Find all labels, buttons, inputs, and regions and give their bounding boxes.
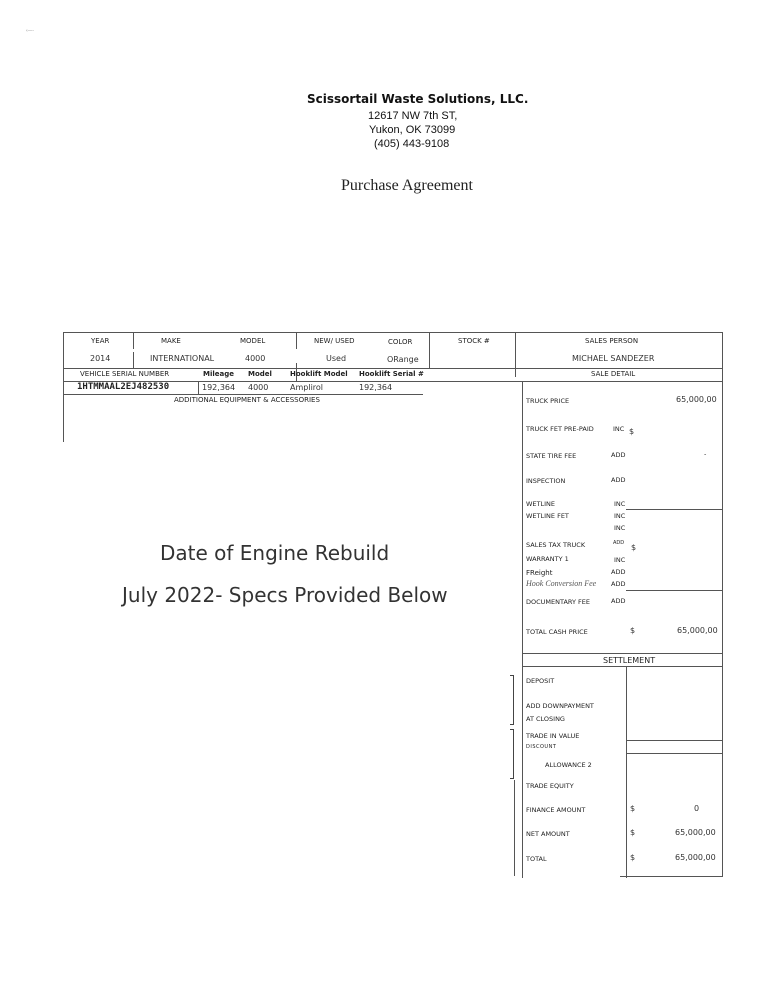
header-hooklift-model: Hooklift Model xyxy=(290,370,348,378)
net-amount-dollar: $ xyxy=(630,828,636,837)
value-hooklift-model: Amplirol xyxy=(290,383,324,392)
col-divider xyxy=(429,332,430,368)
sales-person-label: SALES PERSON xyxy=(585,337,639,345)
header-model: MODEL xyxy=(240,337,266,345)
documentary-fee-label: DOCUMENTARY FEE xyxy=(526,598,590,606)
value-year: 2014 xyxy=(90,354,111,363)
table-top-border xyxy=(63,332,723,333)
col-divider xyxy=(133,352,134,368)
settlement-bottom-rule xyxy=(620,876,722,877)
finance-amount-label: FINANCE AMOUNT xyxy=(526,806,586,814)
header-color: COLOR xyxy=(388,338,413,346)
engine-rebuild-heading: Date of Engine Rebuild xyxy=(160,541,390,565)
finance-amount-dollar: $ xyxy=(630,804,636,813)
inspection-code: ADD xyxy=(611,476,626,484)
trade-in-label: TRADE IN VALUE xyxy=(526,732,580,740)
state-tire-code: ADD xyxy=(611,451,626,459)
col-divider xyxy=(296,332,297,349)
deposit-bracket xyxy=(510,675,514,725)
downpayment-label: ADD DOWNPAYMENT xyxy=(526,702,594,710)
hook-conversion-label: Hook Conversion Fee xyxy=(526,579,597,588)
wetline-fet-label: WETLINE FET xyxy=(526,512,569,520)
settlement-label: SETTLEMENT xyxy=(603,656,656,665)
document-title: Purchase Agreement xyxy=(341,177,473,194)
table-left-border xyxy=(63,332,64,442)
fet-prepaid-code: INC xyxy=(613,425,625,433)
sales-tax-label: SALES TAX TRUCK xyxy=(526,541,586,549)
discount-label: DISCOUNT xyxy=(526,744,557,750)
total-label: TOTAL xyxy=(526,855,547,863)
panel-left-border xyxy=(522,381,523,878)
wetline-rule xyxy=(626,509,722,510)
settlement-header-rule xyxy=(522,666,722,667)
truck-price-label: TRUCK PRICE xyxy=(526,397,570,405)
company-phone: (405) 443-9108 xyxy=(374,138,450,150)
wetline-fet-code: INC xyxy=(614,512,626,520)
trade-bracket xyxy=(510,729,514,779)
value-make: INTERNATIONAL xyxy=(150,354,215,363)
col-divider xyxy=(133,332,134,349)
header-model2: Model xyxy=(248,370,272,378)
company-city: Yukon, OK 73099 xyxy=(369,124,456,136)
value-color: ORange xyxy=(387,355,419,364)
value-model2: 4000 xyxy=(248,383,269,392)
company-street: 12617 NW 7th ST, xyxy=(368,110,458,122)
documentary-fee-code: ADD xyxy=(611,597,626,605)
total-cash-amount: 65,000,00 xyxy=(677,626,718,635)
engine-rebuild-date: July 2022- Specs Provided Below xyxy=(122,583,448,607)
row-divider xyxy=(63,368,515,369)
corner-mark: ‹—· xyxy=(26,28,35,34)
total-cash-dollar: $ xyxy=(630,626,636,635)
value-vin: 1HTMMAAL2EJ482530 xyxy=(77,382,170,392)
header-stock: STOCK # xyxy=(458,337,490,345)
col-divider xyxy=(515,332,516,377)
settlement-top-rule xyxy=(522,653,722,654)
settlement-col-divider xyxy=(626,666,627,878)
value-new-used: Used xyxy=(326,354,347,363)
sales-tax-dollar: $ xyxy=(631,543,637,552)
additional-equipment-label: ADDITIONAL EQUIPMENT & ACCESSORIES xyxy=(174,396,320,404)
header-year: YEAR xyxy=(91,337,110,345)
warranty-label: WARRANTY 1 xyxy=(526,555,569,563)
warranty-code: INC xyxy=(614,556,626,564)
trade-equity-label: TRADE EQUITY xyxy=(526,782,574,790)
company-name: Scissortail Waste Solutions, LLC. xyxy=(307,92,529,106)
header-hooklift-serial: Hooklift Serial # xyxy=(359,370,424,378)
sales-person-name: MICHAEL SANDEZER xyxy=(572,354,655,363)
hook-conversion-code: ADD xyxy=(611,580,626,588)
fet-prepaid-dollar: $ xyxy=(629,427,635,436)
settlement-rule xyxy=(626,753,722,754)
freight-code: ADD xyxy=(611,568,626,576)
wetline-label: WETLINE xyxy=(526,500,556,508)
header-vin: VEHICLE SERIAL NUMBER xyxy=(80,370,170,378)
freight-label: FReight xyxy=(526,569,553,577)
net-amount-value: 65,000,00 xyxy=(675,828,716,837)
sales-tax-code: ADD xyxy=(613,540,625,546)
total-cash-label: TOTAL CASH PRICE xyxy=(526,628,588,636)
sale-detail-label: SALE DETAIL xyxy=(591,370,636,378)
at-closing-label: AT CLOSING xyxy=(526,715,565,723)
hook-conversion-rule xyxy=(626,590,722,591)
header-mileage: Mileage xyxy=(203,370,234,378)
panel-divider xyxy=(515,381,723,382)
net-amount-label: NET AMOUNT xyxy=(526,830,570,838)
header-new-used: NEW/ USED xyxy=(314,337,355,345)
settlement-rule xyxy=(626,740,722,741)
panel-right-border xyxy=(722,332,723,877)
value-hooklift-serial: 192,364 xyxy=(359,383,393,392)
value-model: 4000 xyxy=(245,354,266,363)
deposit-label: DEPOSIT xyxy=(526,677,555,685)
col-divider xyxy=(198,381,199,394)
state-tire-label: STATE TIRE FEE xyxy=(526,452,577,460)
row-divider xyxy=(63,394,423,395)
value-mileage: 192,364 xyxy=(202,383,236,392)
blank-inc-code: INC xyxy=(614,524,626,532)
state-tire-amount: - xyxy=(704,450,707,458)
settlement-left-rule xyxy=(514,780,515,876)
total-value: 65,000,00 xyxy=(675,853,716,862)
total-dollar: $ xyxy=(630,853,636,862)
fet-prepaid-label: TRUCK FET PRE-PAID xyxy=(526,425,594,433)
inspection-label: INSPECTION xyxy=(526,477,566,485)
wetline-code: INC xyxy=(614,500,626,508)
header-make: MAKE xyxy=(161,337,181,345)
panel-divider xyxy=(515,368,723,369)
truck-price-amount: 65,000,00 xyxy=(676,395,717,404)
finance-amount-value: 0 xyxy=(694,804,700,813)
allowance-label: ALLOWANCE 2 xyxy=(545,761,592,769)
